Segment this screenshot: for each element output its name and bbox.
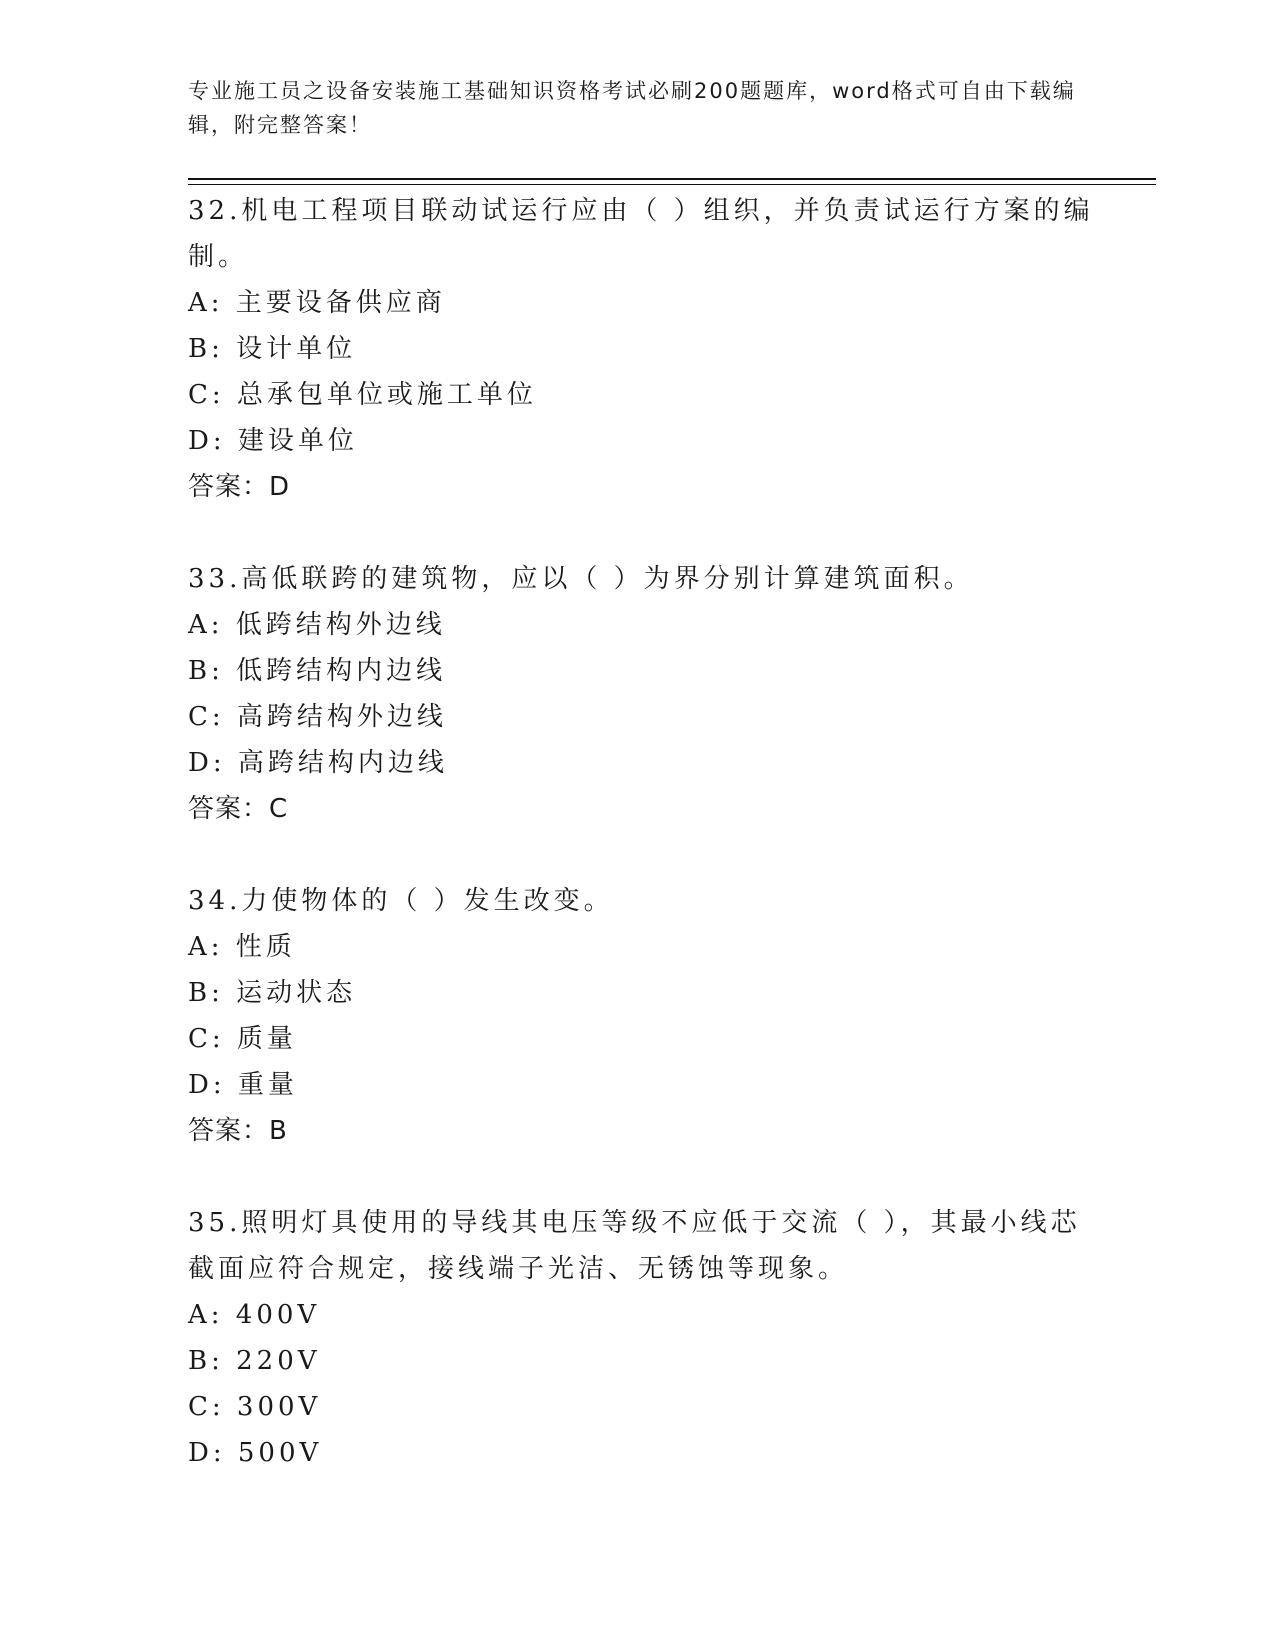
question-text: 32.机电工程项目联动试运行应由（ ）组织，并负责试运行方案的编制。 (188, 196, 1094, 272)
option-a: A: 400V (188, 1300, 321, 1330)
question-text: 33.高低联跨的建筑物，应以（ ）为界分别计算建筑面积。 (188, 564, 974, 594)
option-d: D: 重量 (188, 1070, 298, 1100)
answer: 答案：D (188, 472, 291, 502)
document-header: 专业施工员之设备安装施工基础知识资格考试必刷200题题库，word格式可自由下载编辑，附完整答案！ (188, 79, 1076, 137)
option-b: B: 运动状态 (188, 978, 357, 1008)
option-b: B: 220V (188, 1346, 321, 1376)
option-b: B: 设计单位 (188, 334, 357, 364)
option-b: B: 低跨结构内边线 (188, 656, 447, 686)
question-text: 35.照明灯具使用的导线其电压等级不应低于交流（ ），其最小线芯截面应符合规定，接线端子光洁、无锈蚀等现象。 (188, 1208, 1081, 1284)
question-list (188, 188, 1108, 1522)
answer: 答案：B (188, 1116, 288, 1146)
answer: 答案：C (188, 794, 289, 824)
option-a: A: 性质 (188, 932, 296, 962)
question-text: 34.力使物体的（ ）发生改变。 (188, 886, 614, 916)
question-33 (188, 556, 1108, 832)
question-32 (188, 188, 1108, 510)
option-c: C: 高跨结构外边线 (188, 702, 447, 732)
header-divider-thick (188, 178, 1156, 180)
option-c: C: 300V (188, 1392, 322, 1422)
option-a: A: 低跨结构外边线 (188, 610, 446, 640)
option-d: D: 建设单位 (188, 426, 358, 456)
question-34 (188, 878, 1108, 1154)
option-c: C: 总承包单位或施工单位 (188, 380, 537, 410)
question-35 (188, 1200, 1108, 1476)
option-d: D: 高跨结构内边线 (188, 748, 448, 778)
option-a: A: 主要设备供应商 (188, 288, 446, 318)
option-d: D: 500V (188, 1438, 323, 1468)
option-c: C: 质量 (188, 1024, 297, 1054)
header-divider-thin (188, 184, 1156, 185)
